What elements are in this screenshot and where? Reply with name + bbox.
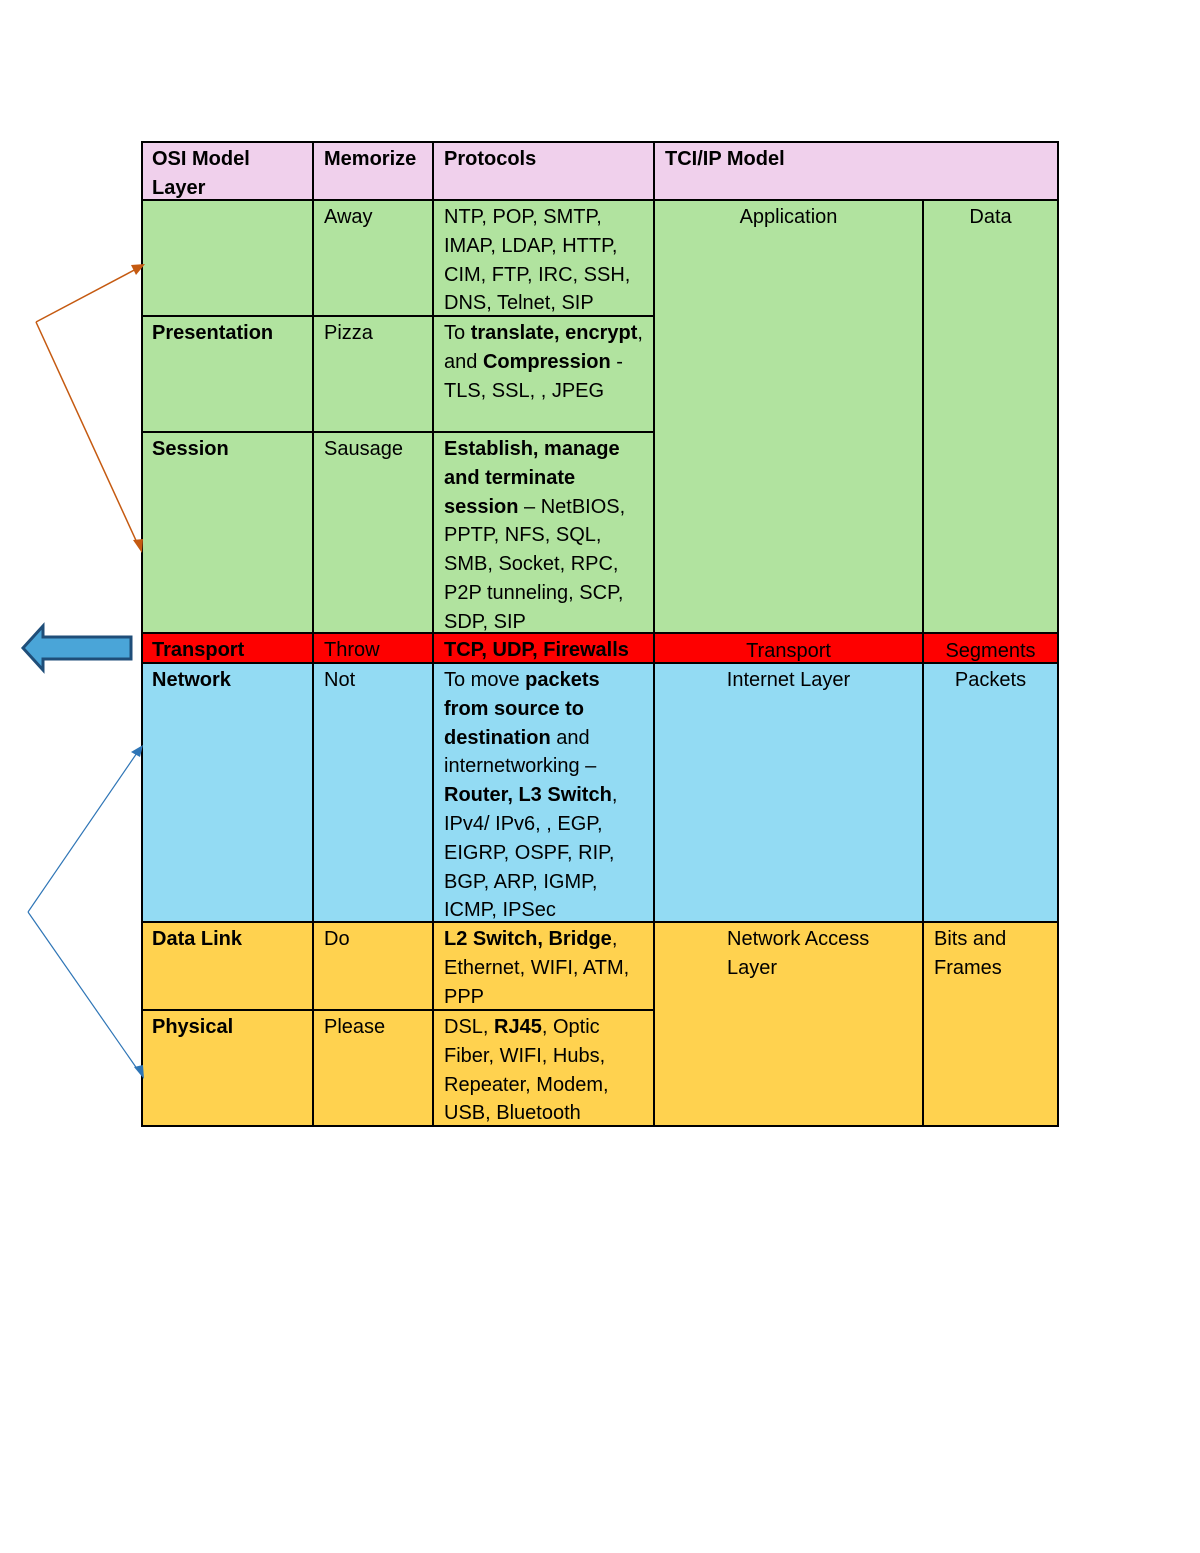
transport-protocols: TCP, UDP, Firewalls [444,639,629,661]
tcpip-network-access-layer: Network Access Layer [727,928,870,979]
presentation-protocols: To translate, encrypt, and Compression - TLS, SSL, , JPEG [444,322,643,402]
presentation-layer-name: Presentation [152,322,274,344]
network-layer-name: Network [152,669,231,691]
transport-layer-name: Transport [152,639,245,661]
transport-left-arrow-icon [23,626,131,670]
application-memorize: Away [324,206,373,228]
pdu-data: Data [969,206,1012,228]
network-protocols: To move packets from source to destination and internetworking – Router, L3 Switch, IPv4/ IPv6, , EGP, EIGRP, OSPF, RIP, BGP, ARP, IGMP, ICMP, IPSec [444,669,618,921]
physical-protocols: DSL, RJ45, Optic Fiber, WIFI, Hubs, Repeater, Modem, USB, Bluetooth [444,1016,609,1125]
presentation-memorize: Pizza [324,322,373,344]
lower-layers-bracket-arrow [28,745,144,1079]
header-tcpip-model: TCI/IP Model [665,148,785,170]
tcpip-application-layer: Application [739,206,838,228]
network-memorize: Not [324,669,356,691]
tcpip-transport-layer: Transport [746,640,831,662]
header-protocols: Protocols [444,148,537,170]
pdu-packets: Packets [954,669,1027,691]
application-protocols: NTP, POP, SMTP, IMAP, LDAP, HTTP, CIM, FTP, IRC, SSH, DNS, Telnet, SIP [444,206,631,315]
physical-memorize: Please [324,1016,386,1038]
transport-memorize: Throw [324,639,380,661]
header-memorize: Memorize [324,148,417,170]
datalink-layer-name: Data Link [152,928,243,950]
tcpip-internet-layer: Internet Layer [726,669,851,691]
datalink-memorize: Do [324,928,350,950]
session-protocols: Establish, manage and terminate session – NetBIOS, PPTP, NFS, SQL, SMB, Socket, RPC, P2P tunneling, SCP, SDP, SIP [444,438,626,632]
session-layer-name: Session [152,438,229,460]
upper-layers-bracket-arrow [36,264,145,553]
session-memorize: Sausage [324,438,403,460]
pdu-bits-and-frames: Bits and Frames [934,928,1007,979]
pdu-segments: Segments [945,640,1036,662]
header-osi-layer: OSI Model Layer [152,148,250,199]
physical-layer-name: Physical [152,1016,234,1038]
datalink-protocols: L2 Switch, Bridge, Ethernet, WIFI, ATM, PPP [444,928,630,1008]
